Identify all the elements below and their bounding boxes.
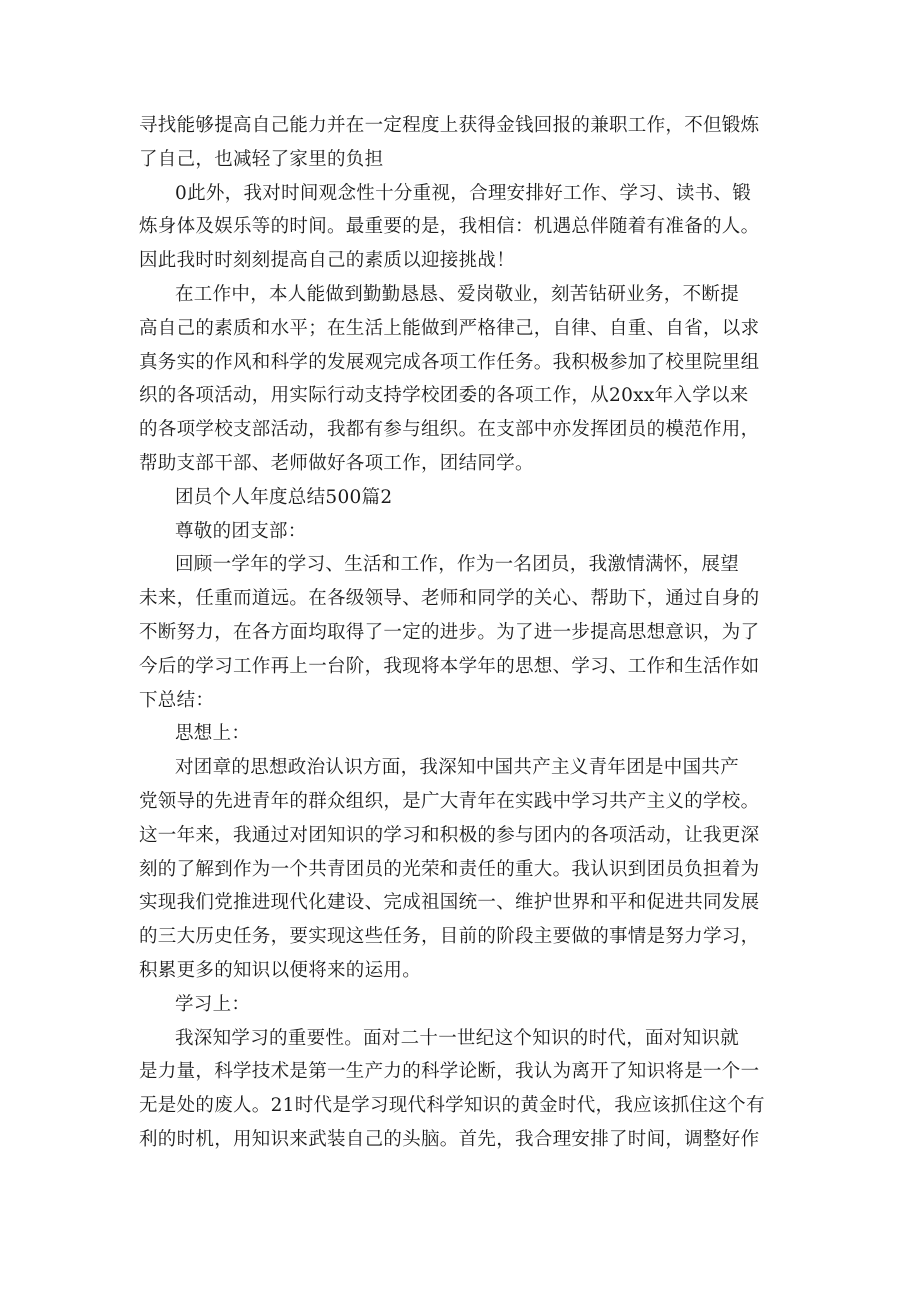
text-line: 学习上： [175,993,251,1015]
text-line: 回顾一学年的学习、生活和工作，作为一名团员，我激情满怀，展望 [175,554,740,576]
text-line: 炼身体及娱乐等的时间。最重要的是，我相信：机遇总伴随着有准备的人。 [139,216,760,238]
paragraph-work [139,278,799,481]
salutation [139,515,799,549]
text-line: 了自己，也减轻了家里的负担 [139,148,384,170]
text-line: 因此我时时刻刻提高自己的素质以迎接挑战！ [139,250,516,272]
text-line: 不断努力，在各方面均取得了一定的进步。为了进一步提高思想意识，为了 [139,621,760,643]
paragraph-review [139,548,799,717]
text-line: 是力量，科学技术是第一生产力的科学论断，我认为离开了知识将是一个一 [139,1061,760,1083]
text-line: 党领导的先进青年的群众组织，是广大青年在实践中学习共产主义的学校。 [139,790,760,812]
text-line: 今后的学习工作再上一台阶，我现将本学年的思想、学习、工作和生活作如 [139,655,760,677]
text-line: 利的时机，用知识来武装自己的头脑。首先，我合理安排了时间，调整好作 [139,1128,760,1150]
text-line: 实现我们党推进现代化建设、完成祖国统一、维护世界和平和促进共同发展 [139,892,760,914]
heading-thought [139,717,799,751]
paragraph-study [139,1022,799,1157]
text-line: 在工作中，本人能做到勤勤恳恳、爱岗敬业，刻苦钻研业务，不断提 [175,283,740,305]
paragraph-parttime [139,109,799,177]
text-line: 无是处的废人。21时代是学习现代科学知识的黄金时代，我应该抓住这个有 [139,1095,765,1117]
text-line: 这一年来，我通过对团知识的学习和积极的参与团内的各项活动，让我更深 [139,824,760,846]
text-line: 对团章的思想政治认识方面，我深知中国共产主义青年团是中国共产 [175,757,740,779]
text-line: 下总结： [139,689,215,711]
text-line: 织的各项活动，用实际行动支持学校团委的各项工作，从20xx年入学以来 [139,385,749,407]
text-line: 帮助支部干部、老师做好各项工作，团结同学。 [139,452,534,474]
text-line: 寻找能够提高自己能力并在一定程度上获得金钱回报的兼职工作，不但锻炼 [139,115,760,136]
heading-study [139,988,799,1022]
text-line: 刻的了解到作为一个共青团员的光荣和责任的重大。我认识到团员负担着为 [139,858,760,880]
text-line: 积累更多的知识以便将来的运用。 [139,959,422,981]
text-line: 高自己的素质和水平；在生活上能做到严格律己，自律、自重、自省，以求 [139,317,760,339]
paragraph-thought [139,751,799,988]
text-line: 我深知学习的重要性。面对二十一世纪这个知识的时代，面对知识就 [175,1027,740,1049]
text-line: 思想上： [175,723,251,745]
text-line: 的各项学校支部活动，我都有参与组织。在支部中亦发挥团员的模范作用， [139,419,760,441]
text-line: 0此外，我对时间观念性十分重视，合理安排好工作、学习、读书、锻 [175,182,752,204]
document-body [139,109,799,1157]
paragraph-time-management [139,177,799,278]
text-line: 尊敬的团支部： [175,520,307,542]
text-line: 真务实的作风和科学的发展观完成各项工作任务。我积极参加了校里院里组 [139,351,760,373]
section-title [139,481,799,515]
text-line: 团员个人年度总结500篇2 [175,486,393,508]
text-line: 未来，任重而道远。在各级领导、老师和同学的关心、帮助下，通过自身的 [139,588,760,610]
text-line: 的三大历史任务，要实现这些任务，目前的阶段主要做的事情是努力学习， [139,926,760,948]
